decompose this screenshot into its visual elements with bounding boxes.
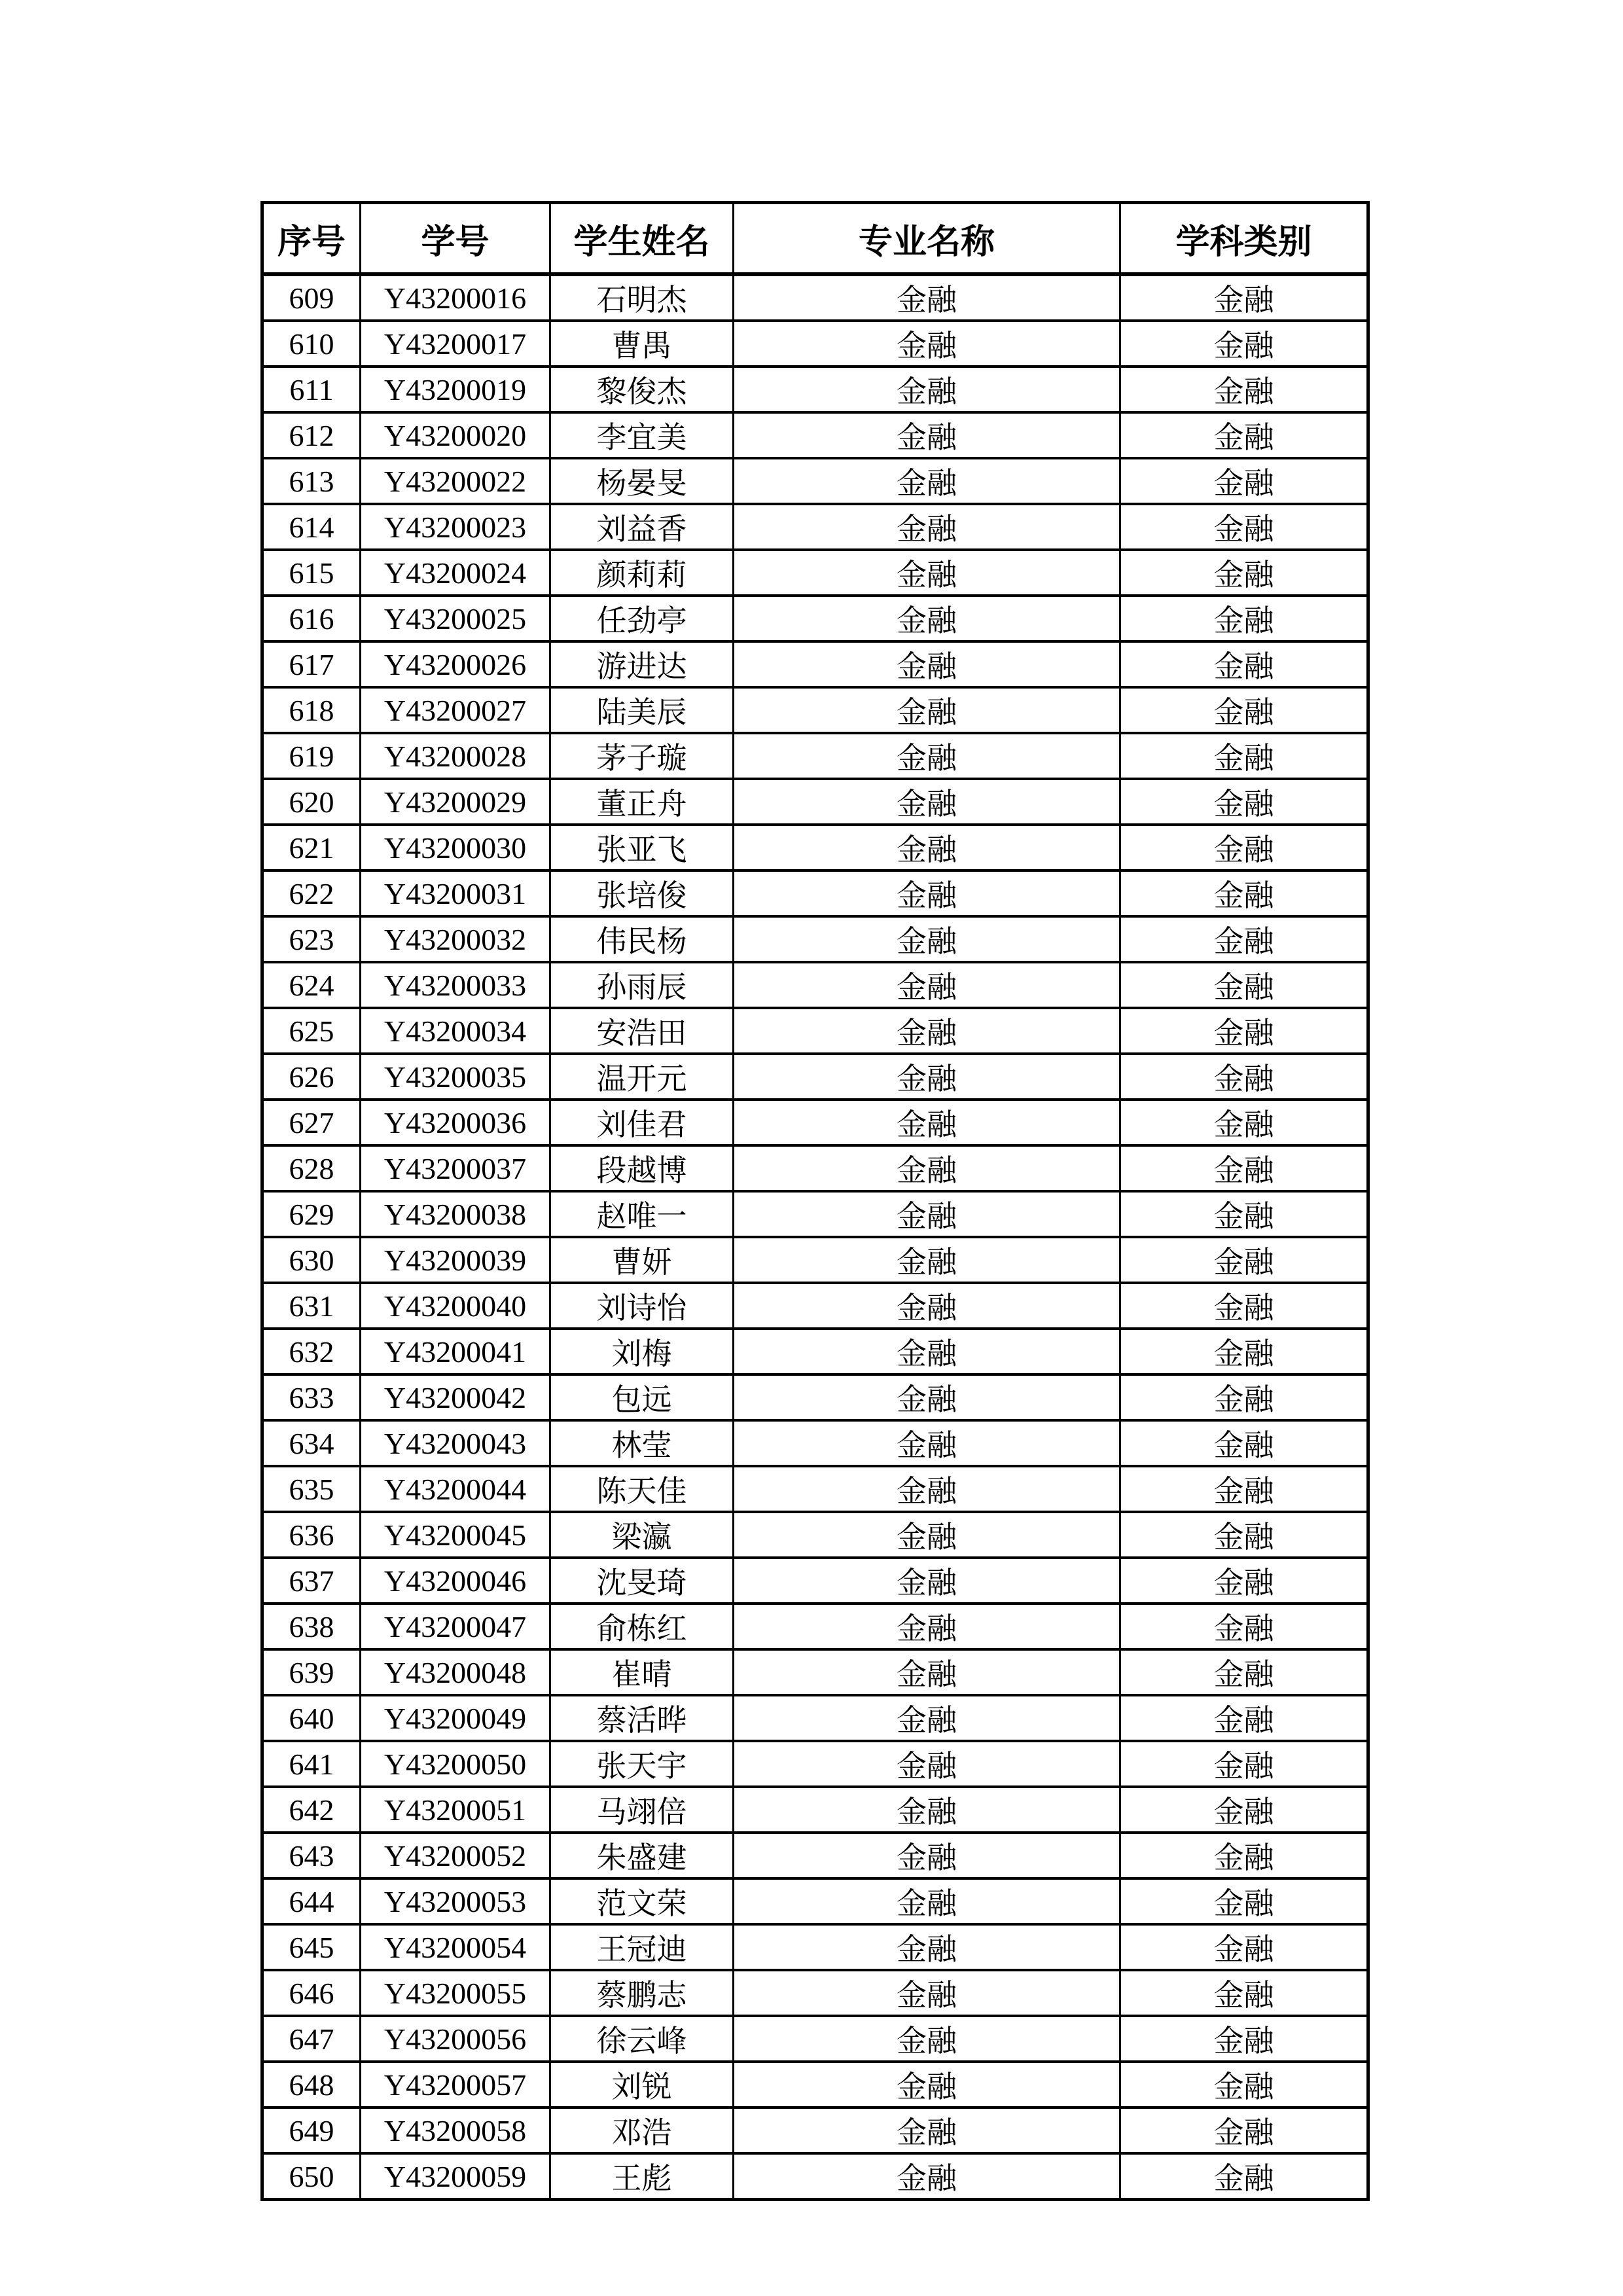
category-cell: 金融	[1120, 367, 1368, 412]
major-cell: 金融	[734, 1512, 1120, 1558]
serial-cell: 629	[262, 1191, 361, 1237]
table-row	[262, 2153, 1368, 2200]
category-cell: 金融	[1120, 1283, 1368, 1329]
student-id-cell: Y43200031	[361, 870, 550, 916]
serial-cell: 642	[262, 1787, 361, 1833]
table-row	[262, 1466, 1368, 1512]
category-cell: 金融	[1120, 1649, 1368, 1695]
major-cell: 金融	[734, 1237, 1120, 1283]
student-id-cell: Y43200043	[361, 1420, 550, 1466]
serial-cell: 614	[262, 504, 361, 550]
student-name-cell: 孙雨辰	[550, 962, 734, 1008]
serial-cell: 648	[262, 2062, 361, 2108]
category-cell: 金融	[1120, 321, 1368, 367]
table-row	[262, 1100, 1368, 1145]
category-cell: 金融	[1120, 1329, 1368, 1374]
student-name-cell: 杨晏旻	[550, 458, 734, 504]
student-name-cell: 张培俊	[550, 870, 734, 916]
category-cell: 金融	[1120, 2062, 1368, 2108]
category-cell: 金融	[1120, 779, 1368, 825]
table-row	[262, 1878, 1368, 1924]
serial-cell: 624	[262, 962, 361, 1008]
major-cell: 金融	[734, 825, 1120, 870]
serial-cell: 625	[262, 1008, 361, 1054]
category-cell: 金融	[1120, 2153, 1368, 2200]
student-id-cell: Y43200057	[361, 2062, 550, 2108]
major-cell: 金融	[734, 1054, 1120, 1100]
student-id-cell: Y43200053	[361, 1878, 550, 1924]
category-cell: 金融	[1120, 1237, 1368, 1283]
category-cell: 金融	[1120, 1787, 1368, 1833]
table-row	[262, 916, 1368, 962]
student-id-cell: Y43200029	[361, 779, 550, 825]
category-cell: 金融	[1120, 962, 1368, 1008]
student-name-cell: 王彪	[550, 2153, 734, 2200]
major-cell: 金融	[734, 1649, 1120, 1695]
student-id-cell: Y43200046	[361, 1558, 550, 1604]
major-cell: 金融	[734, 504, 1120, 550]
table-row	[262, 641, 1368, 687]
major-cell: 金融	[734, 1374, 1120, 1420]
category-cell: 金融	[1120, 1970, 1368, 2016]
serial-cell: 628	[262, 1145, 361, 1191]
header-student-name: 学生姓名	[550, 203, 734, 275]
serial-cell: 643	[262, 1833, 361, 1878]
student-name-cell: 张天宇	[550, 1741, 734, 1787]
table-row	[262, 1970, 1368, 2016]
major-cell: 金融	[734, 2016, 1120, 2062]
student-name-cell: 黎俊杰	[550, 367, 734, 412]
major-cell: 金融	[734, 321, 1120, 367]
table-row	[262, 1649, 1368, 1695]
major-cell: 金融	[734, 870, 1120, 916]
serial-cell: 646	[262, 1970, 361, 2016]
category-cell: 金融	[1120, 1145, 1368, 1191]
table-row	[262, 274, 1368, 321]
student-name-cell: 范文荣	[550, 1878, 734, 1924]
serial-cell: 640	[262, 1695, 361, 1741]
student-name-cell: 董正舟	[550, 779, 734, 825]
major-cell: 金融	[734, 1878, 1120, 1924]
student-name-cell: 茅子璇	[550, 733, 734, 779]
student-id-cell: Y43200016	[361, 274, 550, 321]
table-row	[262, 367, 1368, 412]
category-cell: 金融	[1120, 1695, 1368, 1741]
student-id-cell: Y43200044	[361, 1466, 550, 1512]
table-row	[262, 870, 1368, 916]
category-cell: 金融	[1120, 870, 1368, 916]
student-id-cell: Y43200025	[361, 596, 550, 641]
student-name-cell: 包远	[550, 1374, 734, 1420]
category-cell: 金融	[1120, 733, 1368, 779]
student-name-cell: 颜莉莉	[550, 550, 734, 596]
student-id-cell: Y43200056	[361, 2016, 550, 2062]
student-name-cell: 张亚飞	[550, 825, 734, 870]
major-cell: 金融	[734, 641, 1120, 687]
serial-cell: 627	[262, 1100, 361, 1145]
student-name-cell: 朱盛建	[550, 1833, 734, 1878]
student-name-cell: 俞栋红	[550, 1604, 734, 1649]
serial-cell: 647	[262, 2016, 361, 2062]
student-name-cell: 陈天佳	[550, 1466, 734, 1512]
table-row	[262, 550, 1368, 596]
category-cell: 金融	[1120, 1878, 1368, 1924]
major-cell: 金融	[734, 779, 1120, 825]
student-id-cell: Y43200038	[361, 1191, 550, 1237]
major-cell: 金融	[734, 1558, 1120, 1604]
category-cell: 金融	[1120, 1008, 1368, 1054]
table-row	[262, 321, 1368, 367]
table-body	[262, 274, 1368, 2200]
student-id-cell: Y43200017	[361, 321, 550, 367]
student-name-cell: 温开元	[550, 1054, 734, 1100]
student-name-cell: 蔡鹏志	[550, 1970, 734, 2016]
category-cell: 金融	[1120, 274, 1368, 321]
student-id-cell: Y43200059	[361, 2153, 550, 2200]
serial-cell: 619	[262, 733, 361, 779]
table-row	[262, 1237, 1368, 1283]
category-cell: 金融	[1120, 1466, 1368, 1512]
student-name-cell: 曹禺	[550, 321, 734, 367]
major-cell: 金融	[734, 550, 1120, 596]
student-id-cell: Y43200052	[361, 1833, 550, 1878]
table-row	[262, 1741, 1368, 1787]
major-cell: 金融	[734, 1100, 1120, 1145]
serial-cell: 644	[262, 1878, 361, 1924]
student-id-cell: Y43200049	[361, 1695, 550, 1741]
student-name-cell: 蔡活晔	[550, 1695, 734, 1741]
student-id-cell: Y43200022	[361, 458, 550, 504]
table-row	[262, 1054, 1368, 1100]
table-row	[262, 1695, 1368, 1741]
student-id-cell: Y43200028	[361, 733, 550, 779]
table-row	[262, 1924, 1368, 1970]
major-cell: 金融	[734, 1466, 1120, 1512]
serial-cell: 650	[262, 2153, 361, 2200]
table-row	[262, 687, 1368, 733]
serial-cell: 609	[262, 274, 361, 321]
major-cell: 金融	[734, 1924, 1120, 1970]
major-cell: 金融	[734, 458, 1120, 504]
serial-cell: 621	[262, 825, 361, 870]
student-name-cell: 刘佳君	[550, 1100, 734, 1145]
serial-cell: 637	[262, 1558, 361, 1604]
table-row	[262, 1558, 1368, 1604]
student-name-cell: 王冠迪	[550, 1924, 734, 1970]
student-name-cell: 崔晴	[550, 1649, 734, 1695]
table-row	[262, 412, 1368, 458]
category-cell: 金融	[1120, 1374, 1368, 1420]
major-cell: 金融	[734, 2062, 1120, 2108]
student-name-cell: 游进达	[550, 641, 734, 687]
major-cell: 金融	[734, 2153, 1120, 2200]
student-id-cell: Y43200045	[361, 1512, 550, 1558]
serial-cell: 617	[262, 641, 361, 687]
category-cell: 金融	[1120, 1191, 1368, 1237]
category-cell: 金融	[1120, 1924, 1368, 1970]
student-name-cell: 刘锐	[550, 2062, 734, 2108]
major-cell: 金融	[734, 1833, 1120, 1878]
major-cell: 金融	[734, 1191, 1120, 1237]
student-name-cell: 石明杰	[550, 274, 734, 321]
student-name-cell: 林莹	[550, 1420, 734, 1466]
serial-cell: 645	[262, 1924, 361, 1970]
student-id-cell: Y43200040	[361, 1283, 550, 1329]
serial-cell: 634	[262, 1420, 361, 1466]
student-id-cell: Y43200054	[361, 1924, 550, 1970]
student-id-cell: Y43200037	[361, 1145, 550, 1191]
student-id-cell: Y43200019	[361, 367, 550, 412]
student-id-cell: Y43200039	[361, 1237, 550, 1283]
category-cell: 金融	[1120, 916, 1368, 962]
major-cell: 金融	[734, 733, 1120, 779]
table-row	[262, 1145, 1368, 1191]
serial-cell: 641	[262, 1741, 361, 1787]
major-cell: 金融	[734, 1420, 1120, 1466]
student-name-cell: 徐云峰	[550, 2016, 734, 2062]
student-roster-table	[260, 201, 1370, 2201]
student-name-cell: 曹妍	[550, 1237, 734, 1283]
header-row	[262, 203, 1368, 275]
student-name-cell: 梁瀛	[550, 1512, 734, 1558]
serial-cell: 622	[262, 870, 361, 916]
major-cell: 金融	[734, 1695, 1120, 1741]
category-cell: 金融	[1120, 550, 1368, 596]
table-row	[262, 504, 1368, 550]
serial-cell: 630	[262, 1237, 361, 1283]
table-row	[262, 1283, 1368, 1329]
category-cell: 金融	[1120, 1054, 1368, 1100]
table-row	[262, 1420, 1368, 1466]
header-student-id: 学号	[361, 203, 550, 275]
student-id-cell: Y43200034	[361, 1008, 550, 1054]
table-row	[262, 1787, 1368, 1833]
student-id-cell: Y43200027	[361, 687, 550, 733]
major-cell: 金融	[734, 1970, 1120, 2016]
serial-cell: 620	[262, 779, 361, 825]
student-id-cell: Y43200048	[361, 1649, 550, 1695]
serial-cell: 633	[262, 1374, 361, 1420]
major-cell: 金融	[734, 916, 1120, 962]
table-row	[262, 1512, 1368, 1558]
table-row	[262, 1604, 1368, 1649]
category-cell: 金融	[1120, 2016, 1368, 2062]
serial-cell: 632	[262, 1329, 361, 1374]
table-row	[262, 2062, 1368, 2108]
category-cell: 金融	[1120, 504, 1368, 550]
serial-cell: 616	[262, 596, 361, 641]
student-id-cell: Y43200032	[361, 916, 550, 962]
category-cell: 金融	[1120, 1741, 1368, 1787]
header-major-name: 专业名称	[734, 203, 1120, 275]
category-cell: 金融	[1120, 1833, 1368, 1878]
student-name-cell: 刘益香	[550, 504, 734, 550]
category-cell: 金融	[1120, 596, 1368, 641]
table-row	[262, 1008, 1368, 1054]
table-row	[262, 825, 1368, 870]
student-name-cell: 刘梅	[550, 1329, 734, 1374]
student-name-cell: 伟民杨	[550, 916, 734, 962]
serial-cell: 636	[262, 1512, 361, 1558]
category-cell: 金融	[1120, 687, 1368, 733]
serial-cell: 649	[262, 2108, 361, 2153]
category-cell: 金融	[1120, 1558, 1368, 1604]
category-cell: 金融	[1120, 1604, 1368, 1649]
student-id-cell: Y43200020	[361, 412, 550, 458]
major-cell: 金融	[734, 1008, 1120, 1054]
major-cell: 金融	[734, 412, 1120, 458]
student-name-cell: 刘诗怡	[550, 1283, 734, 1329]
serial-cell: 611	[262, 367, 361, 412]
table-row	[262, 779, 1368, 825]
student-name-cell: 沈旻琦	[550, 1558, 734, 1604]
major-cell: 金融	[734, 1741, 1120, 1787]
table-row	[262, 2016, 1368, 2062]
student-id-cell: Y43200035	[361, 1054, 550, 1100]
header-subject-category: 学科类别	[1120, 203, 1368, 275]
table-row	[262, 1329, 1368, 1374]
serial-cell: 612	[262, 412, 361, 458]
major-cell: 金融	[734, 962, 1120, 1008]
major-cell: 金融	[734, 1604, 1120, 1649]
major-cell: 金融	[734, 687, 1120, 733]
student-name-cell: 马翊倍	[550, 1787, 734, 1833]
student-name-cell: 段越博	[550, 1145, 734, 1191]
student-id-cell: Y43200055	[361, 1970, 550, 2016]
serial-cell: 639	[262, 1649, 361, 1695]
student-name-cell: 安浩田	[550, 1008, 734, 1054]
category-cell: 金融	[1120, 825, 1368, 870]
student-id-cell: Y43200058	[361, 2108, 550, 2153]
table-row	[262, 1833, 1368, 1878]
serial-cell: 626	[262, 1054, 361, 1100]
major-cell: 金融	[734, 1283, 1120, 1329]
student-id-cell: Y43200026	[361, 641, 550, 687]
category-cell: 金融	[1120, 641, 1368, 687]
major-cell: 金融	[734, 596, 1120, 641]
category-cell: 金融	[1120, 1512, 1368, 1558]
serial-cell: 613	[262, 458, 361, 504]
serial-cell: 610	[262, 321, 361, 367]
student-id-cell: Y43200033	[361, 962, 550, 1008]
major-cell: 金融	[734, 2108, 1120, 2153]
student-id-cell: Y43200041	[361, 1329, 550, 1374]
serial-cell: 615	[262, 550, 361, 596]
category-cell: 金融	[1120, 1420, 1368, 1466]
table-row	[262, 458, 1368, 504]
student-name-cell: 李宜美	[550, 412, 734, 458]
student-id-cell: Y43200023	[361, 504, 550, 550]
serial-cell: 623	[262, 916, 361, 962]
table-row	[262, 1191, 1368, 1237]
table-row	[262, 2108, 1368, 2153]
student-id-cell: Y43200024	[361, 550, 550, 596]
header-serial-number: 序号	[262, 203, 361, 275]
category-cell: 金融	[1120, 412, 1368, 458]
student-name-cell: 任劲亭	[550, 596, 734, 641]
serial-cell: 638	[262, 1604, 361, 1649]
category-cell: 金融	[1120, 458, 1368, 504]
student-id-cell: Y43200042	[361, 1374, 550, 1420]
serial-cell: 635	[262, 1466, 361, 1512]
student-id-cell: Y43200051	[361, 1787, 550, 1833]
table-row	[262, 733, 1368, 779]
table-row	[262, 1374, 1368, 1420]
student-id-cell: Y43200030	[361, 825, 550, 870]
student-name-cell: 邓浩	[550, 2108, 734, 2153]
student-id-cell: Y43200050	[361, 1741, 550, 1787]
major-cell: 金融	[734, 1329, 1120, 1374]
major-cell: 金融	[734, 1787, 1120, 1833]
student-id-cell: Y43200047	[361, 1604, 550, 1649]
major-cell: 金融	[734, 274, 1120, 321]
serial-cell: 618	[262, 687, 361, 733]
student-name-cell: 赵唯一	[550, 1191, 734, 1237]
major-cell: 金融	[734, 367, 1120, 412]
table-row	[262, 596, 1368, 641]
category-cell: 金融	[1120, 2108, 1368, 2153]
category-cell: 金融	[1120, 1100, 1368, 1145]
serial-cell: 631	[262, 1283, 361, 1329]
student-id-cell: Y43200036	[361, 1100, 550, 1145]
major-cell: 金融	[734, 1145, 1120, 1191]
table-row	[262, 962, 1368, 1008]
student-name-cell: 陆美辰	[550, 687, 734, 733]
